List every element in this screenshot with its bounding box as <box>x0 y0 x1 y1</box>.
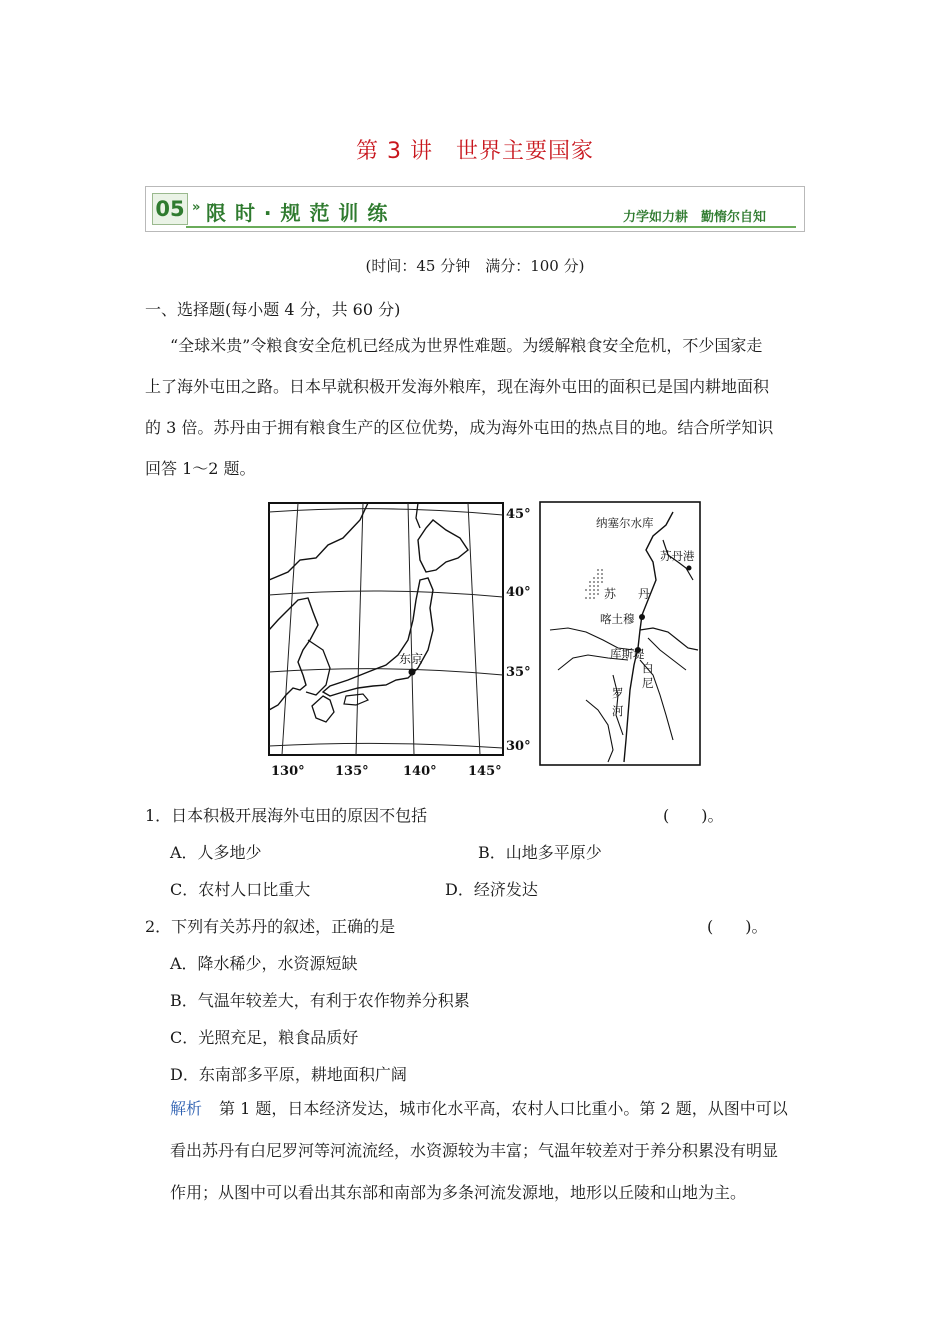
sudan-map <box>540 502 700 765</box>
question-2-option-d: D．东南部多平原，耕地面积广阔 <box>170 1065 407 1084</box>
map-label-kosti: 库斯堤 <box>610 647 645 661</box>
lat-label-45: 45° <box>506 507 531 522</box>
analysis-line-3: 作用；从图中可以看出其东部和南部为多条河流发源地，地形以丘陵和山地为主。 <box>170 1183 747 1202</box>
question-2-answer-blank: ( )。 <box>707 917 768 936</box>
map-label-nile-ni: 尼 <box>642 676 654 690</box>
intro-line-1: “全球米贵”令粮食安全危机已经成为世界性难题。为缓解粮食安全危机，不少国家走 <box>170 336 763 355</box>
map-label-nile-bai: 白 <box>642 661 654 675</box>
lat-label-30: 30° <box>506 739 531 754</box>
lon-label-140: 140° <box>403 764 437 779</box>
analysis-line-1: 第 1 题，日本经济发达，城市化水平高，农村人口比重小。第 2 题，从图中可以 <box>219 1099 788 1118</box>
map-label-port: 苏丹港 <box>660 549 695 563</box>
banner-motto: 力学如力耕 勤惰尔自知 <box>622 210 766 225</box>
map-label-nile-luo: 罗 <box>612 686 624 700</box>
map-label-dan: 丹 <box>638 587 651 601</box>
section-banner <box>145 186 805 232</box>
question-2-option-c: C．光照充足，粮食品质好 <box>170 1028 359 1047</box>
intro-line-2: 上了海外屯田之路。日本早就积极开发海外粮库，现在海外屯田的面积已是国内耕地面积 <box>145 377 770 396</box>
lon-label-145: 145° <box>468 764 502 779</box>
banner-title: 限 时 · 规 范 训 练 <box>206 201 389 225</box>
banner-underline <box>186 226 796 228</box>
map-label-reservoir: 纳塞尔水库 <box>596 516 654 530</box>
question-1-answer-blank: ( )。 <box>663 806 724 825</box>
banner-arrow: » <box>192 200 201 215</box>
map-label-nile-he: 河 <box>612 704 624 718</box>
question-1-stem: 1．日本积极开展海外屯田的原因不包括 <box>145 806 428 825</box>
question-1-option-d: D．经济发达 <box>445 880 538 899</box>
analysis-label: 解析 <box>170 1099 203 1118</box>
lat-label-40: 40° <box>506 585 531 600</box>
question-1-option-c: C．农村人口比重大 <box>170 880 311 899</box>
lon-label-135: 135° <box>335 764 369 779</box>
question-1-option-a: A．人多地少 <box>170 843 262 862</box>
lon-label-130: 130° <box>271 764 305 779</box>
question-2-option-a: A．降水稀少，水资源短缺 <box>170 954 358 973</box>
japan-map <box>269 503 531 779</box>
time-info: (时间：45 分钟 满分：100 分) <box>365 257 585 275</box>
map-label-su: 苏 <box>604 587 617 601</box>
intro-line-3: 的 3 倍。苏丹由于拥有粮食生产的区位优势，成为海外屯田的热点目的地。结合所学知识 <box>145 418 774 437</box>
map-label-khartoum: 喀土穆 <box>600 612 635 626</box>
banner-number: 05 <box>152 193 188 225</box>
question-2-stem: 2．下列有关苏丹的叙述，正确的是 <box>145 917 396 936</box>
map-label-tokyo: 东京 <box>399 652 424 666</box>
question-1-option-b: B．山地多平原少 <box>478 843 602 862</box>
map-figure <box>268 500 702 782</box>
section-heading: 一、选择题(每小题 4 分，共 60 分) <box>145 300 401 319</box>
analysis-line-2: 看出苏丹有白尼罗河等河流流经，水资源较为丰富；气温年较差对于养分积累没有明显 <box>170 1141 779 1160</box>
intro-line-4: 回答 1～2 题。 <box>145 459 256 478</box>
lat-label-35: 35° <box>506 665 531 680</box>
page-title: 第 3 讲 世界主要国家 <box>356 139 594 164</box>
question-2-option-b: B．气温年较差大，有利于农作物养分积累 <box>170 991 470 1010</box>
